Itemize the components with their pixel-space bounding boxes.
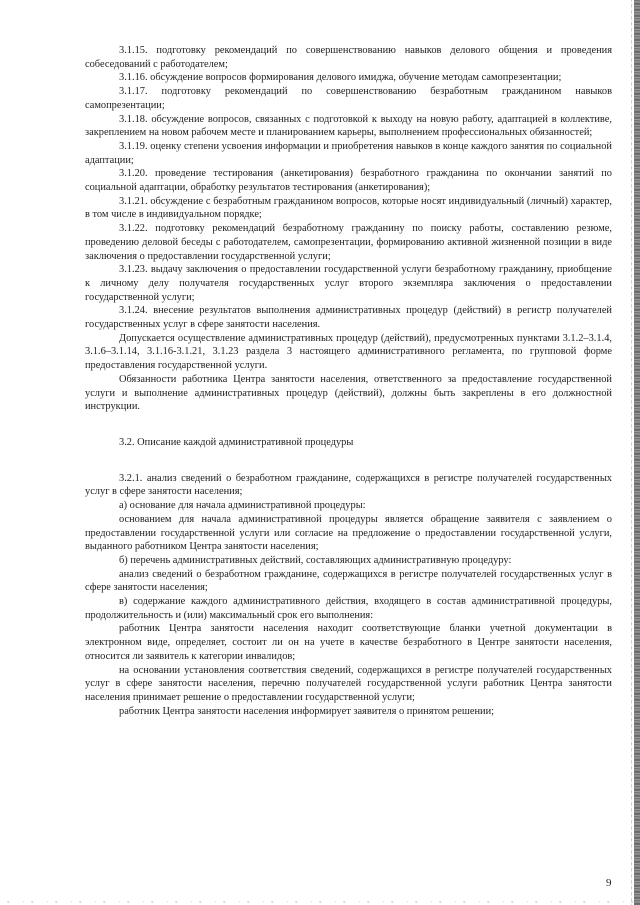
paragraph-actions-heading: б) перечень административных действий, составляющих административную процедуру: [119, 554, 512, 566]
paragraph-content-heading: в) содержание каждого административного действия, входящего в состав административной процедуры, продолжительность и (или) максимальный срок его выполнения: [85, 596, 612, 621]
paragraph-inform: работник Центра занятости населения информирует заявителя о принятом решении; [119, 705, 495, 717]
paragraph-duties: Обязанности работника Центра занятости населения, ответственного за предоставление государственной услуги и выполнение административных процедур (действий), должны быть закреплены в его должностной инструкции. [85, 373, 612, 413]
scan-bottom-noise [0, 901, 640, 903]
scan-edge [634, 0, 640, 905]
paragraph-worker-finds: работник Центра занятости населения находит соответствующие бланки учетной документации в электронном виде, определяет, состоит ли он на учете в качестве безработного в Центре занятости населения, относится ли заявитель к категории инвалидов; [85, 623, 612, 662]
spacer [85, 414, 612, 436]
paragraph-group-form: Допускается осуществление административных процедур (действий), предусмотренных пунктами 3.1.2–3.1.4, 3.1.6–3.1.14, 3.1.16-3.1.21, 3.1.23 раздела 3 настоящего административного регламента, по групповой форме предоставления государственной услуги. [85, 332, 612, 372]
paragraph-decision: на основании установления соответствия сведений, содержащихся в регистре получателей государственных услуг в сфере занятости населения, перечню получателей государственной услуги работник Центра занятости населения принимает решение о предоставлении государственной услуги; [85, 664, 612, 703]
page-number: 9 [606, 877, 612, 889]
paragraph-3-1-18: 3.1.18. обсуждение вопросов, связанных с подготовкой к выходу на новую работу, адаптацией в коллективе, закреплением на новом рабочем месте и планированием карьеры, выполнением профессиональных обязанностей; [85, 113, 612, 139]
paragraph-actions: анализ сведений о безработном гражданине, содержащихся в регистре получателей государственных услуг в сфере занятости населения; [85, 568, 612, 594]
section-heading: 3.2. Описание каждой административной процедуры [119, 436, 354, 448]
paragraph-3-1-16: 3.1.16. обсуждение вопросов формирования делового имиджа, обучение методам самопрезентации; [119, 72, 562, 84]
paragraph-3-1-21: 3.1.21. обсуждение с безработным гражданином вопросов, которые носят индивидуальный (личный) характер, в том числе в индивидуальном порядке; [85, 195, 612, 221]
paragraph-3-1-23: 3.1.23. выдачу заключения о предоставлении государственной услуги безработному гражданину, приобщение к личному делу получателя государственных услуг второго экземпляра заключения о предоставлении государственной услуги; [85, 264, 612, 303]
document-page [85, 44, 612, 718]
paragraph-3-1-15: 3.1.15. подготовку рекомендаций по совершенствованию навыков делового общения и проведения собеседований с работодателем; [85, 45, 612, 70]
paragraph-3-1-17: 3.1.17. подготовку рекомендаций по совершенствованию безработным гражданином навыков самопрезентации; [85, 86, 612, 111]
paragraph-basis-heading: а) основание для начала административной процедуры: [119, 500, 366, 512]
spacer [85, 450, 612, 472]
scan-edge-shadow [631, 0, 632, 905]
paragraph-3-1-19: 3.1.19. оценку степени усвоения информации и приобретения навыков в конце каждого занятия по социальной адаптации; [85, 140, 612, 166]
paragraph-basis: основанием для начала административной процедуры является обращение заявителя с заявлением о предоставлении государственной услуги или согласие на предложение о предоставлении государственной услуги, выданного работником Центра занятости населения; [85, 513, 612, 553]
paragraph-3-1-20: 3.1.20. проведение тестирования (анкетирования) безработного гражданина по окончании занятий по социальной адаптации, обработку результатов тестирования (анкетирования); [85, 168, 612, 194]
paragraph-3-2-1: 3.2.1. анализ сведений о безработном гражданине, содержащихся в регистре получателей государственных услуг в сфере занятости населения; [85, 472, 612, 498]
paragraph-3-1-22: 3.1.22. подготовку рекомендаций безработному гражданину по поиску работы, составлению резюме, проведению деловой беседы с работодателем, самопрезентации, формированию активной жизненной позиции в виде заключения о предоставлении государственной услуги; [85, 223, 612, 262]
paragraph-3-1-24: 3.1.24. внесение результатов выполнения административных процедур (действий) в регистр получателей государственных услуг в сфере занятости населения. [85, 305, 612, 331]
